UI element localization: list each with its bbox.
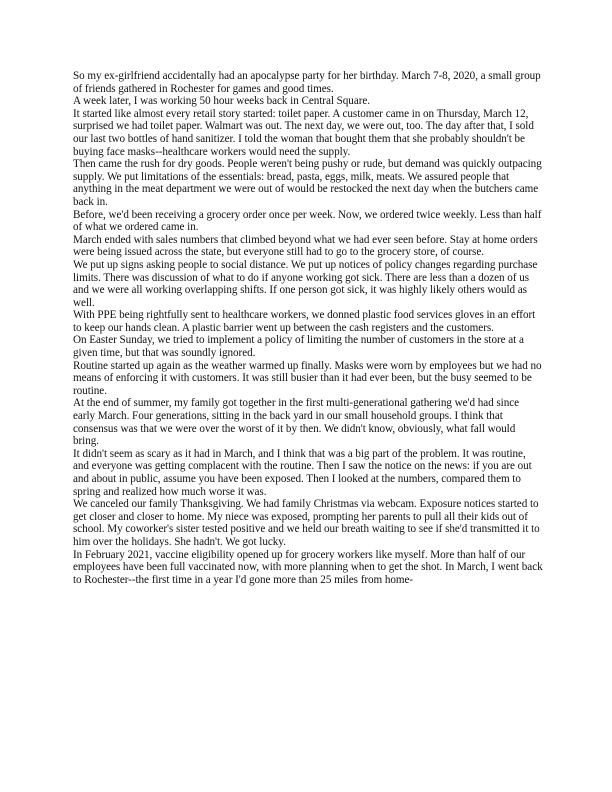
paragraph-routine: Routine started up again as the weather warmed up finally. Masks were worn by employees but we had no means of enforcing it with customers. It was still busier than it had ever been, but the busy seemed to be routine. (73, 359, 542, 397)
paragraph-toilet-paper: It started like almost every retail story started: toilet paper. A customer came in on Thursday, March 12, surprised we had toilet paper. Walmart was out. The next day, we were out, too. The day after that, I sold our last two bottles of hand sanitizer. I told the woman that bought them that she probably shouldn't be buying face masks--healthcare workers would need the supply. (73, 107, 534, 158)
body-text (73, 70, 543, 586)
paragraph-holidays: We canceled our family Thanksgiving. We had family Christmas via webcam. Exposure notices started to get closer and closer to home. My niece was exposed, prompting her parents to pull all their kids out of school. My coworker's sister tested positive and we held our breath waiting to see if she'd transmitted it to him over the holidays. She hadn't. We got lucky. (73, 498, 540, 548)
paragraph-dry-goods: Then came the rush for dry goods. People weren't being pushy or rude, but demand was quickly outpacing supply. We put limitations of the essentials: bread, pasta, eggs, milk, meats. We assured people that anything in the meat department we were out of would be restocked the next day when the butchers came back in. (73, 158, 542, 208)
paragraph-birthday-party: So my ex-girlfriend accidentally had an apocalypse party for her birthday. March 7-8, 2020, a small group of friends gathered in Rochester for games and good times. (73, 70, 541, 95)
paragraph-social-distance: We put up signs asking people to social distance. We put up notices of policy changes regarding purchase limits. There was discussion of what to do if anyone working got sick. There are less than a dozen of us and we were all working overlapping shifts. If one person got sick, it was highly likely others would as well. (73, 258, 538, 309)
paragraph-march-sales: March ended with sales numbers that climbed beyond what we had ever seen before. Stay at home orders were being issued across the state, but everyone still had to go to the grocery store, of course. (73, 233, 538, 259)
paragraph-vaccine: In February 2021, vaccine eligibility opened up for grocery workers like myself. More than half of our employees have been full vaccinated now, with more planning when to get the shot. In March, I went back to Rochester--the first time in a year I'd gone more than 25 miles from home- (73, 548, 543, 586)
paragraph-grocery-order: Before, we'd been receiving a grocery order once per week. Now, we ordered twice weekly. Less than half of what we ordered came in. (73, 208, 542, 234)
paragraph-week-later: A week later, I was working 50 hour weeks back in Central Square. (73, 95, 371, 108)
paragraph-easter: On Easter Sunday, we tried to implement a policy of limiting the number of customers in the store at a given time, but that was soundly ignored. (73, 334, 524, 360)
paragraph-complacent: It didn't seem as scary as it had in March, and I think that was a big part of the problem. It was routine, and everyone was getting complacent with the routine. Then I saw the notice on the news: if you are out and about in public, assume you have been exposed. Then I looked at the numbers, compared them to spring and realized how much worse it was. (73, 447, 532, 498)
paragraph-end-of-summer: At the end of summer, my family got together in the first multi-generational gathering we'd had since early March. Four generations, sitting in the back yard in our small household groups. I think that consensus was that we were over the worst of it by then. We didn't know, obviously, what fall would bring. (73, 397, 520, 448)
paragraph-ppe: With PPE being rightfully sent to healthcare workers, we donned plastic food services gloves in an effort to keep our hands clean. A plastic barrier went up between the cash registers and the customers. (73, 309, 536, 334)
